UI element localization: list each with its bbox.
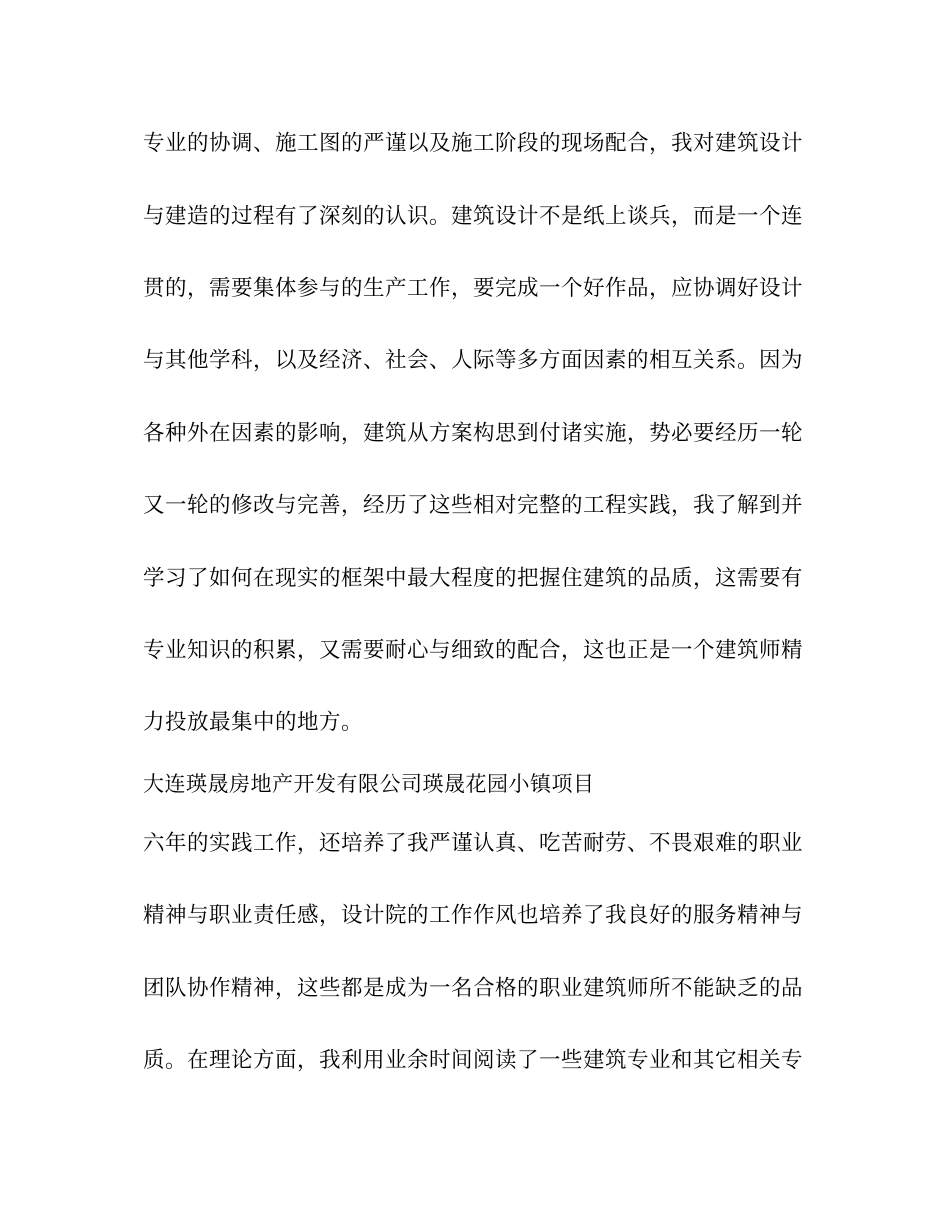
paragraph-line: 力投放最集中的地方。 (143, 710, 364, 735)
paragraph-line: 六年的实践工作，还培养了我严谨认真、吃苦耐劳、不畏艰难的职业 (143, 831, 804, 856)
paragraph-line: 贯的，需要集体参与的生产工作，要完成一个好作品，应协调好设计 (143, 276, 804, 301)
paragraph-line: 团队协作精神，这些都是成为一名合格的职业建筑师所不能缺乏的品 (143, 976, 804, 1001)
paragraph-line: 专业的协调、施工图的严谨以及施工阶段的现场配合，我对建筑设计 (143, 131, 804, 156)
paragraph-line: 精神与职业责任感，设计院的工作作风也培养了我良好的服务精神与 (143, 903, 804, 928)
paragraph-line: 专业知识的积累，又需要耐心与细致的配合，这也正是一个建筑师精 (143, 638, 804, 663)
project-heading: 大连瑛晟房地产开发有限公司瑛晟花园小镇项目 (143, 772, 595, 796)
paragraph-line: 又一轮的修改与完善，经历了这些相对完整的工程实践，我了解到并 (143, 493, 804, 518)
paragraph-line: 质。在理论方面，我利用业余时间阅读了一些建筑专业和其它相关专 (143, 1048, 804, 1073)
paragraph-line: 各种外在因素的影响，建筑从方案构思到付诸实施，势必要经历一轮 (143, 421, 804, 446)
paragraph-line: 学习了如何在现实的框架中最大程度的把握住建筑的品质，这需要有 (143, 566, 804, 591)
paragraph-line: 与其他学科，以及经济、社会、人际等多方面因素的相互关系。因为 (143, 348, 804, 373)
paragraph-line: 与建造的过程有了深刻的认识。建筑设计不是纸上谈兵，而是一个连 (143, 204, 804, 229)
